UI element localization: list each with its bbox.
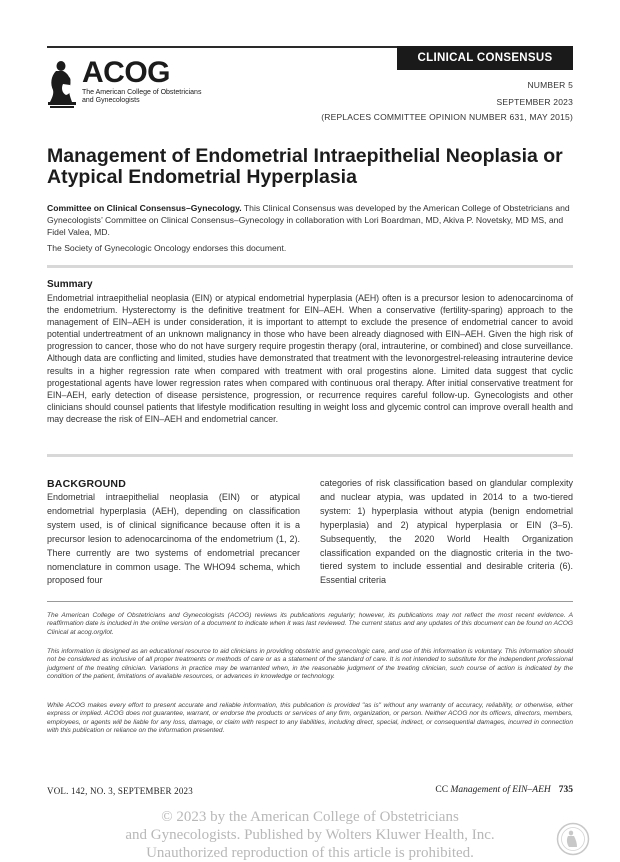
- summary-top-rule: [47, 265, 573, 268]
- footnote-review: The American College of Obstetricians and Gynecologists (ACOG) reviews its publications regularly; however, its publications may not reflect the most recent evidence. A reaffirmation date is included in the online version of a document to indicate when it was last reviewed. The current status and any updates of this document can be found on ACOG Clinical at acog.org/lot.: [47, 612, 573, 636]
- authorship-text: This Clinical Consensus was developed by the American College of Obstetricians and Gynecologists’ Committee on Clinical Consensus–Gynecology in collaboration with Lori Boardman, MD, Akiva P. Novetsky, MD MS, and Fidel Valea, MD.: [47, 203, 570, 238]
- replaces-note: (REPLACES COMMITTEE OPINION NUMBER 631, MAY 2015): [321, 112, 573, 122]
- footnote-educational: This information is designed as an educational resource to aid clinicians in providing obstetric and gynecologic care, and use of this information is voluntary. This information should not be considered as inclusive of all proper treatments or methods of care or as a statement of the standard of care. It is not intended to substitute for the independent professional judgment of the treating clinician. Variations in practice may be warranted when, in the reasonable judgment of the treating clinician, such course of action is indicated by the condition of the patient, limitations of available resources, or advances in knowledge or technology.: [47, 648, 573, 680]
- document-number: NUMBER 5: [527, 80, 573, 90]
- summary-bottom-rule: [47, 454, 573, 457]
- background-heading: BACKGROUND: [47, 478, 126, 490]
- footnote-rule: [47, 601, 573, 602]
- copyright-line: © 2023 by the American College of Obstetricians: [161, 809, 459, 825]
- summary-text: Endometrial intraepithelial neoplasia (EIN) or atypical endometrial hyperplasia (AEH) often is a precursor lesion to adenocarcinoma of the endometrium. Hysterectomy is the definitive treatment for EIN–AEH. When a conservative (fertility-sparing) approach to the management of EIN–AEH is under consideration, it is important to attempt to exclude the presence of endometrial cancer to avoid potential undertreatment of an unknown malignancy in those who have been already diagnosed with EIN–AEH. Given the high risk of progression to cancer, those who do not have surgery require progestin therapy (oral, intrauterine, or combined) and close surveillance. Although data are conflicting and limited, studies have demonstrated that treatment with the levonorgestrel-releasing intrauterine device results in a higher regression rate when compared with treatment with oral progestins alone. Limited data suggest that cyclic progestational agents have lower regression rates when compared with continuous oral therapy. After initial conservative treatment for EIN–AEH, early detection of disease persistence, progression, or recurrence requires careful follow-up. Gynecologists and other clinicians should counsel patients that lifestyle modification resulting in weight loss and glycemic control can improve overall health and may decrease the risk of EIN–AEH and endometrial cancer.: [47, 293, 573, 424]
- footer-prefix: CC: [435, 785, 449, 795]
- acog-wordmark: ACOG: [82, 56, 170, 89]
- copyright-watermark: [0, 808, 620, 862]
- running-footer: [435, 785, 573, 795]
- document-title: Management of Endometrial Intraepithelial Neoplasia or Atypical Endometrial Hyperplasia: [47, 145, 563, 188]
- acog-seal-icon: [556, 822, 590, 856]
- copyright-line: Unauthorized reproduction of this article is prohibited.: [146, 845, 474, 861]
- footnote-disclaimer: While ACOG makes every effort to present accurate and reliable information, this publication is provided "as is" without any warranty of accuracy, reliability, or otherwise, either express or implied. ACOG does not guarantee, warrant, or endorse the products or services of any firm, organization, or person. Neither ACOG nor its officers, directors, members, employees, or agents will be liable for any loss, damage, or claim with respect to any liabilities, including direct, special, indirect, or consequential damages, incurred in connection with this publication or reliance on the information presented.: [47, 702, 573, 734]
- document-date: SEPTEMBER 2023: [496, 97, 573, 107]
- page-number: 735: [558, 785, 573, 795]
- summary-heading: Summary: [47, 279, 93, 290]
- background-column-1: Endometrial intraepithelial neoplasia (EIN) or atypical endometrial hyperplasia (AEH), depending on classification system used, is of clinical significance because often it is a precursor lesion to adenocarcinoma of the endometrium (1, 2). There currently are two systems of endometrial precancer nomenclature in common usage. The WHO94 schema, which proposed four: [47, 492, 300, 586]
- authorship-statement: [47, 202, 573, 239]
- background-column-2: categories of risk classification based on glandular complexity and nuclear atypia, was updated in 2014 to a two-tiered system: 1) hyperplasia without atypia (benign endometrial hyperplasia) and 2) atypical hyperplasia or EIN (3–5). Subsequently, the 2020 World Health Organization classification expanded on the diagnostic criteria in the two-tiered system to include essential and desirable criteria (6). Essential criteria: [320, 478, 573, 586]
- acog-wordmark-subtitle: The American College of Obstetricians and Gynecologists: [82, 89, 202, 104]
- committee-name: Committee on Clinical Consensus–Gynecology.: [47, 203, 242, 213]
- journal-volume-info: VOL. 142, NO. 3, SEPTEMBER 2023: [47, 786, 193, 796]
- footer-short-title: Management of EIN–AEH: [450, 785, 551, 795]
- endorsement-statement: The Society of Gynecologic Oncology endorses this document.: [47, 243, 287, 253]
- document-type-banner: CLINICAL CONSENSUS: [397, 46, 573, 70]
- copyright-line: and Gynecologists. Published by Wolters Kluwer Health, Inc.: [125, 827, 495, 843]
